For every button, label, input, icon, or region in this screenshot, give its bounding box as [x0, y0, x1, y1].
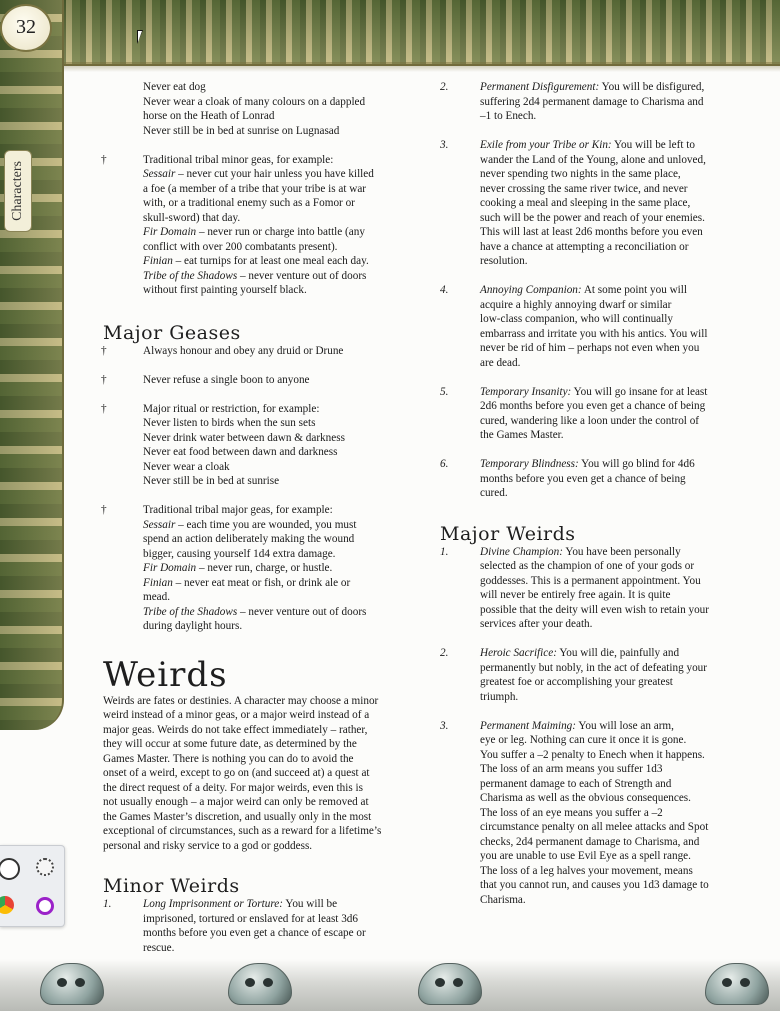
text-line: This will last at least 2d6 months before you even	[480, 226, 703, 238]
list-head: Major ritual or restriction, for example:	[143, 402, 320, 415]
text-line: – never eat meat or fish, or drink ale or	[175, 576, 351, 589]
skull-ornament	[705, 963, 769, 1005]
list-head: Traditional tribal major geas, for example:	[143, 504, 333, 516]
tribe-name: Finian	[143, 255, 173, 267]
tribe-name: Sessair	[143, 168, 176, 180]
text-line: during daylight hours.	[143, 620, 243, 632]
right-column	[440, 80, 730, 907]
text-line: cured, wandering like a loon under the control of	[480, 414, 700, 427]
text-line: you are unable to use Evil Eye as a spell range.	[480, 850, 691, 862]
minor-weird-item	[440, 283, 730, 370]
text-line: horse on the Heath of Lonrad	[143, 110, 275, 122]
text-line: You will die, painfully and	[559, 647, 680, 659]
major-geas-item	[103, 344, 403, 359]
text-line: months before you even get a chance of being	[480, 472, 686, 485]
intro-list	[103, 80, 403, 138]
circle-app-icon[interactable]	[36, 897, 54, 915]
text-line: major geas. Weirds do not take effect immediately – rather,	[103, 723, 368, 736]
weirds-heading: Weirds	[103, 654, 228, 695]
text-line: resolution.	[480, 255, 528, 267]
taskbar-tray	[0, 845, 65, 927]
weirds-paragraph	[103, 694, 403, 854]
text-line: – never venture out of doors	[239, 605, 367, 618]
text-line: personal and risky service to a god or goddess.	[103, 839, 313, 852]
text-line: You will go insane for at least	[573, 385, 708, 398]
text-line: will never be entirely free again. It is quite	[480, 589, 671, 601]
text-line: Never wear a cloak of many colours on a dappled	[143, 95, 366, 108]
skull-ornament	[228, 963, 292, 1005]
text-line: without first painting yourself black.	[143, 284, 307, 296]
text-line: greatest foe or accomplishing your greatest	[480, 676, 673, 688]
dagger-icon: †	[101, 153, 107, 166]
skull-ornament	[418, 963, 482, 1005]
text-line: Never wear a cloak	[143, 460, 230, 473]
text-line: You will lose an arm,	[578, 719, 674, 732]
text-line: You will be	[285, 898, 338, 910]
text-line: The loss of an eye means you suffer a –2	[480, 806, 663, 819]
text-line: You suffer a –2 penalty to Enech when it happens.	[480, 748, 705, 761]
text-line: You will be disfigured,	[601, 81, 705, 93]
dagger-icon: †	[101, 344, 107, 357]
text-line: are dead.	[480, 356, 521, 369]
item-title: Heroic Sacrifice:	[480, 647, 557, 659]
text-line: – eat turnips for at least one meal each day.	[175, 255, 369, 267]
item-title: Long Imprisonment or Torture:	[143, 898, 283, 910]
text-line: –1 to Enech.	[480, 110, 537, 122]
item-number: 3.	[440, 719, 449, 732]
item-number: 2.	[440, 81, 449, 93]
text-line: low-class companion, who will continually	[480, 313, 673, 325]
text-line: Never still be in bed at sunrise on Lugnasad	[143, 124, 340, 137]
text-line: such will be the power and reach of your enemies.	[480, 211, 705, 224]
text-line: never spending two nights in the same place,	[480, 168, 681, 180]
item-number: 2.	[440, 647, 449, 659]
section-tab[interactable]	[4, 150, 32, 232]
page-number: 32	[0, 4, 52, 52]
text-line: Games Master. There is nothing you can do to avoid the	[103, 752, 354, 765]
minor-weird-item	[103, 897, 403, 955]
text-line: selected as the champion of one of your gods or	[480, 560, 695, 572]
major-geas-item	[103, 503, 403, 634]
tribe-name: Tribe of the Shadows	[143, 269, 238, 282]
item-number: 3.	[440, 139, 449, 151]
chrome-icon[interactable]	[0, 896, 14, 914]
dagger-icon: †	[101, 402, 107, 415]
text-line: – never cut your hair unless you have killed	[178, 168, 374, 180]
text-line: the Games Master.	[480, 429, 564, 441]
text-line: embarrass and irritate you with his antics. You will	[480, 327, 708, 340]
item-title: Divine Champion:	[480, 545, 563, 558]
text-line: a foe (a member of a tribe that your tribe is at war	[143, 182, 367, 195]
major-geas-item	[103, 402, 403, 489]
item-number: 5.	[440, 385, 449, 398]
item-title: Temporary Insanity:	[480, 385, 572, 398]
text-line: conflict with over 200 combatants present).	[143, 240, 338, 253]
celtic-top-border	[0, 0, 780, 66]
text-line: You will be left to	[614, 139, 695, 151]
text-line: – never venture out of doors	[239, 269, 367, 282]
text-line: permanently but nobly, in the act of defeating your	[480, 661, 707, 674]
skull-ornament	[40, 963, 104, 1005]
item-title: Permanent Disfigurement:	[480, 81, 600, 93]
shield-icon[interactable]	[0, 858, 20, 880]
text-line: never crossing the same river twice, and never	[480, 182, 688, 195]
text-line: The loss of an arm means you suffer 1d3	[480, 763, 663, 775]
text-line: months before you even get a chance of escape or	[143, 927, 366, 939]
text-line: eye or leg. Nothing can cure it once it is gone.	[480, 734, 687, 746]
minor-weird-item	[440, 80, 730, 124]
text-line: Never refuse a single boon to anyone	[143, 373, 310, 386]
item-number: 1.	[103, 898, 112, 910]
major-weird-item	[440, 545, 730, 632]
major-geases-heading: Major Geases	[103, 321, 241, 344]
left-column	[103, 80, 403, 955]
text-line: – never run or charge into battle (any	[198, 226, 365, 238]
text-line: not usually enough – a major weird can only be removed at	[103, 796, 369, 808]
item-title: Temporary Blindness:	[480, 458, 579, 470]
settings-icon[interactable]	[36, 858, 54, 876]
major-weirds-heading: Major Weirds	[440, 522, 576, 545]
skull-bottom-border	[0, 959, 780, 1011]
item-title: Annoying Companion:	[480, 284, 582, 296]
dagger-icon: †	[101, 373, 107, 386]
text-line: Never drink water between dawn & darkness	[143, 431, 345, 444]
text-line: Never eat dog	[143, 81, 206, 93]
item-title: Exile from your Tribe or Kin:	[480, 139, 612, 151]
text-line: Never eat food between dawn and darkness	[143, 446, 338, 458]
text-line: At some point you will	[583, 284, 687, 296]
text-line: spend an action deliberately making the wound	[143, 533, 355, 545]
text-line: You will go blind for 4d6	[581, 458, 695, 470]
text-line: with, or a traditional enemy such as a Fomor or	[143, 197, 355, 209]
text-line: imprisoned, tortured or enslaved for at least 3d6	[143, 912, 358, 925]
text-line: You have been personally	[565, 545, 681, 558]
text-line: Charisma as well as the obvious consequences.	[480, 792, 691, 804]
text-line: – each time you are wounded, you must	[178, 518, 357, 531]
text-line: circumstance penalty on all melee attacks and Spot	[480, 821, 709, 833]
text-line: rescue.	[143, 941, 175, 954]
tribe-name: Fir Domain	[143, 226, 197, 238]
text-line: that you cannot run, and causes you 1d3 damage to	[480, 879, 709, 891]
mouse-cursor-icon	[137, 30, 143, 44]
text-line: never be rid of him – perhaps not even when you	[480, 342, 700, 354]
list-head: Traditional tribal minor geas, for example:	[143, 153, 334, 166]
text-line: checks, 2d4 permanent damage to Charisma, and	[480, 835, 700, 848]
text-line: 2d6 months before you even get a chance of being	[480, 400, 706, 412]
text-line: The loss of a leg halves your movement, means	[480, 864, 693, 877]
text-line: have a chance at attempting a reconciliation or	[480, 240, 689, 253]
text-line: wander the Land of the Young, alone and unloved,	[480, 153, 706, 166]
major-weird-item	[440, 646, 730, 704]
text-line: Never still be in bed at sunrise	[143, 475, 280, 487]
text-line: Charisma.	[480, 893, 526, 906]
item-number: 4.	[440, 284, 449, 296]
text-line: mead.	[143, 591, 171, 603]
tribe-name: Fir Domain	[143, 562, 197, 574]
dagger-icon: †	[101, 504, 107, 516]
text-line: services after your death.	[480, 618, 593, 630]
celtic-left-border	[0, 0, 64, 730]
text-line: the direct request of a deity. For major weirds, even this is	[103, 781, 363, 794]
text-line: – never run, charge, or hustle.	[198, 562, 333, 574]
text-line: possible that the deity will even wish to retain your	[480, 603, 709, 616]
text-line: onset of a weird, except to go on (and succeed at) a quest at	[103, 767, 370, 779]
text-line: triumph.	[480, 690, 519, 703]
text-line: suffering 2d4 permanent damage to Charisma and	[480, 95, 704, 108]
text-line: cured.	[480, 487, 508, 499]
text-line: goddesses. This is a permanent appointment. You	[480, 574, 701, 587]
text-line: weird instead of a minor geas, or a major weird instead of a	[103, 709, 370, 721]
minor-weird-item	[440, 457, 730, 501]
item-title: Permanent Maiming:	[480, 719, 577, 732]
text-line: they will occur at some future date, as determined by the	[103, 738, 357, 750]
text-line: skull-sword) that day.	[143, 211, 241, 224]
text-line: the Games Master’s discretion, and usually only in the most	[103, 810, 372, 823]
item-number: 6.	[440, 458, 449, 470]
text-line: Always honour and obey any druid or Drune	[143, 344, 344, 357]
tribe-name: Tribe of the Shadows	[143, 605, 238, 618]
minor-tribal-geas	[103, 153, 403, 298]
text-line: bigger, causing yourself 1d4 extra damage.	[143, 547, 336, 560]
tribe-name: Finian	[143, 576, 173, 589]
major-geas-item	[103, 373, 403, 388]
minor-weird-item	[440, 385, 730, 443]
text-line: exceptional of circumstances, such as a reward for a lifetime’s	[103, 825, 382, 837]
minor-weirds-heading: Minor Weirds	[103, 875, 240, 897]
text-line: permanent damage to each of Strength and	[480, 777, 672, 790]
section-tab-label: Characters	[10, 161, 25, 221]
text-line: Never listen to birds when the sun sets	[143, 417, 316, 429]
text-line: cooking a meal and sleeping in the same place,	[480, 197, 691, 209]
item-number: 1.	[440, 545, 449, 558]
major-weird-item	[440, 719, 730, 908]
tribe-name: Sessair	[143, 518, 176, 531]
minor-weird-item	[440, 138, 730, 269]
text-line: acquire a highly annoying dwarf or similar	[480, 298, 672, 311]
text-line: Weirds are fates or destinies. A character may choose a minor	[103, 694, 379, 707]
